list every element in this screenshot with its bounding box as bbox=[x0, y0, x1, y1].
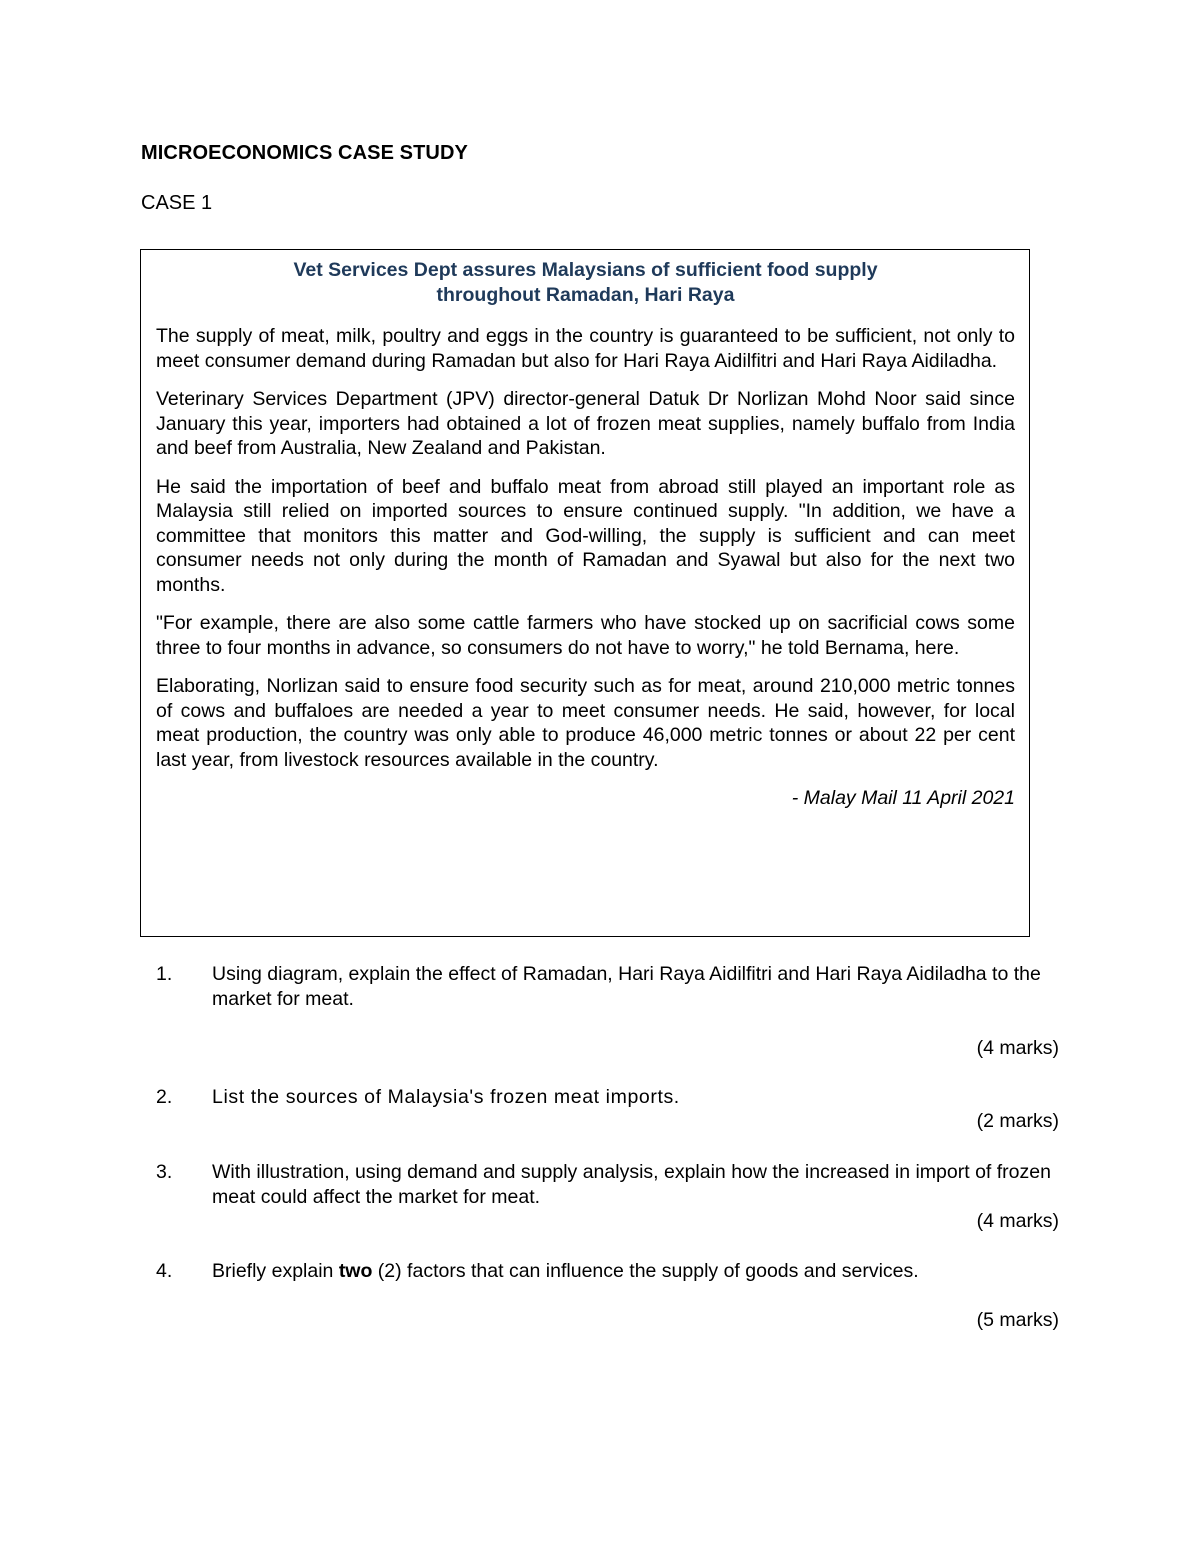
question-number: 4. bbox=[156, 1260, 173, 1282]
question-3 bbox=[156, 1160, 1059, 1209]
question-text: List the sources of Malaysia's frozen meat imports. bbox=[212, 1086, 680, 1108]
question-text bbox=[212, 1259, 1059, 1284]
article-headline bbox=[156, 258, 1015, 308]
question-1 bbox=[156, 962, 1059, 1011]
headline-line-2: throughout Ramadan, Hari Raya bbox=[436, 284, 735, 306]
question-text: With illustration, using demand and supply analysis, explain how the increased in import of frozen meat could affect the market for meat. bbox=[212, 1161, 1051, 1208]
question-text: Using diagram, explain the effect of Ramadan, Hari Raya Aidilfitri and Hari Raya Aidiladha to the market for meat. bbox=[212, 963, 1041, 1010]
page-title: MICROECONOMICS CASE STUDY bbox=[141, 142, 468, 164]
question-2 bbox=[156, 1085, 1059, 1110]
question-number: 1. bbox=[156, 963, 173, 985]
case-label: CASE 1 bbox=[141, 192, 213, 214]
article-source: - Malay Mail 11 April 2021 bbox=[791, 787, 1015, 809]
article-box bbox=[140, 249, 1030, 937]
article-paragraph-2: Veterinary Services Department (JPV) director-general Datuk Dr Norlizan Mohd Noor said since January this year, importers had obtained a lot of frozen meat supplies, namely buffalo from India and beef from Australia, New Zealand and Pakistan. bbox=[156, 388, 1015, 459]
question-1-marks: (4 marks) bbox=[976, 1037, 1059, 1059]
question-text-part: (2) factors that can influence the supply of goods and services. bbox=[372, 1260, 919, 1282]
question-4-marks: (5 marks) bbox=[976, 1309, 1059, 1331]
headline-line-1: Vet Services Dept assures Malaysians of sufficient food supply bbox=[293, 259, 878, 281]
question-2-marks: (2 marks) bbox=[976, 1110, 1059, 1132]
article-paragraph-4: "For example, there are also some cattle farmers who have stocked up on sacrificial cows some three to four months in advance, so consumers do not have to worry," he told Bernama, here. bbox=[156, 612, 1015, 659]
article-paragraph-1: The supply of meat, milk, poultry and eggs in the country is guaranteed to be sufficient, not only to meet consumer demand during Ramadan but also for Hari Raya Aidilfitri and Hari Raya Aidiladha. bbox=[156, 325, 1015, 372]
question-text-emphasis: two bbox=[338, 1260, 373, 1282]
question-text-part: Briefly explain bbox=[212, 1260, 339, 1282]
question-4 bbox=[156, 1259, 1059, 1284]
question-number: 2. bbox=[156, 1086, 173, 1108]
question-3-marks: (4 marks) bbox=[976, 1210, 1059, 1232]
article-paragraph-3: He said the importation of beef and buffalo meat from abroad still played an important role as Malaysia still relied on imported sources to ensure continued supply. "In addition, we have a committee that monitors this matter and God-willing, the supply is sufficient and can meet consumer needs not only during the month of Ramadan and Syawal but also for the next two months. bbox=[156, 475, 1015, 596]
article-paragraph-5: Elaborating, Norlizan said to ensure food security such as for meat, around 210,000 metric tonnes of cows and buffaloes are needed a year to meet consumer needs. He said, however, for local meat production, the country was only able to produce 46,000 metric tonnes or about 22 per cent last year, from livestock resources available in the country. bbox=[156, 675, 1015, 771]
question-number: 3. bbox=[156, 1161, 173, 1183]
